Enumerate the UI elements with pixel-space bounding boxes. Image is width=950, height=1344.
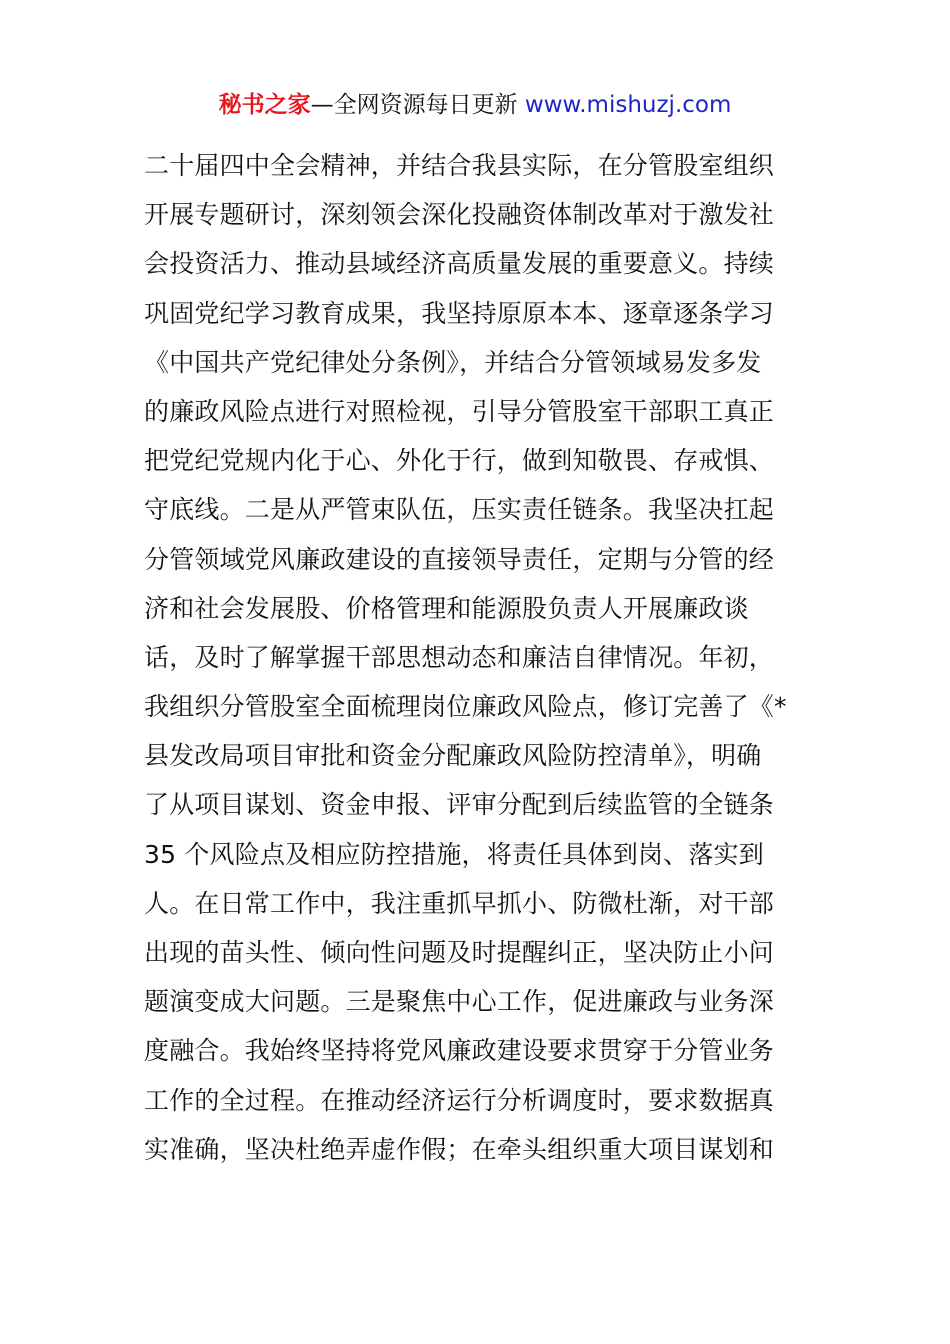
text-line: 实准确，坚决杜绝弄虚作假；在牵头组织重大项目谋划和 <box>144 1134 775 1164</box>
text-line: 我组织分管股室全面梳理岗位廉政风险点，修订完善了《* <box>144 692 787 722</box>
header-tagline: —全网资源每日更新 <box>310 92 525 118</box>
text-line: 工作的全过程。在推动经济运行分析调度时，要求数据真 <box>144 1085 775 1115</box>
text-line: 的廉政风险点进行对照检视，引导分管股室干部职工真正 <box>144 396 775 426</box>
text-line: 县发改局项目审批和资金分配廉政风险防控清单》，明确 <box>144 741 762 771</box>
text-line: 把党纪党规内化于心、外化于行，做到知敬畏、存戒惧、 <box>144 446 775 476</box>
text-line: 35 个风险点及相应防控措施，将责任具体到岗、落实到 <box>144 839 764 869</box>
text-line: 开展专题研讨，深刻领会深化投融资体制改革对于激发社 <box>144 200 775 230</box>
text-line: 会投资活力、推动县域经济高质量发展的重要意义。持续 <box>144 249 775 279</box>
text-line: 度融合。我始终坚持将党风廉政建设要求贯穿于分管业务 <box>144 1036 775 1066</box>
text-line: 人。在日常工作中，我注重抓早抓小、防微杜渐，对干部 <box>144 888 775 918</box>
text-line: 二十届四中全会精神，并结合我县实际，在分管股室组织 <box>144 151 775 180</box>
text-line: 济和社会发展股、价格管理和能源股负责人开展廉政谈 <box>144 593 749 623</box>
page-header <box>0 88 950 122</box>
brand-name: 秘书之家 <box>218 92 311 118</box>
text-line: 出现的苗头性、倾向性问题及时提醒纠正，坚决防止小问 <box>144 938 775 967</box>
text-line: 巩固党纪学习教育成果，我坚持原原本本、逐章逐条学习 <box>144 298 775 328</box>
text-line: 《中国共产党纪律处分条例》，并结合分管领域易发多发 <box>144 347 762 377</box>
text-line: 了从项目谋划、资金申报、评审分配到后续监管的全链条 <box>144 790 775 820</box>
document-body <box>144 146 824 1179</box>
text-line: 话，及时了解掌握干部思想动态和廉洁自律情况。年初， <box>144 642 775 672</box>
text-line: 题演变成大问题。三是聚焦中心工作，促进廉政与业务深 <box>144 987 775 1017</box>
text-line: 守底线。二是从严管束队伍，压实责任链条。我坚决扛起 <box>144 495 775 525</box>
text-line: 分管领域党风廉政建设的直接领导责任，定期与分管的经 <box>144 544 775 574</box>
site-url-link[interactable]: www.mishuzj.com <box>524 92 732 118</box>
